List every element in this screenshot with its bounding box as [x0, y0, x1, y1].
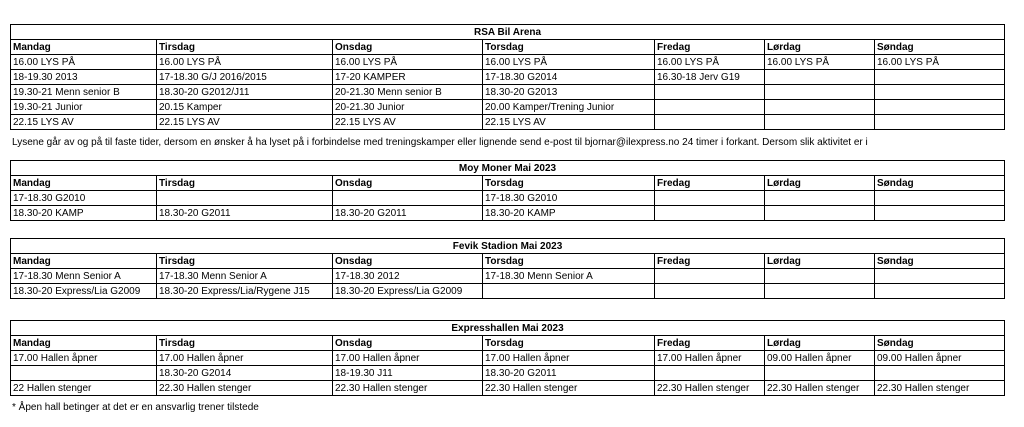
schedule-cell: 18.30-20 G2011	[157, 206, 333, 221]
schedule-cell	[765, 366, 875, 381]
table-row	[11, 284, 1005, 299]
day-header: Søndag	[875, 40, 1005, 55]
lights-note: Lysene går av og på til faste tider, dersom en ønsker å ha lyset på i forbindelse med treningskamper eller lignende send e-post til bjornar@ilexpress.no 24 timer i forkant. Dersom slik aktivitet er i	[12, 137, 868, 148]
open-hall-note: * Åpen hall betinger at det er en ansvarlig trener tilstede	[12, 402, 259, 413]
schedule-cell	[333, 191, 483, 206]
schedule-cell: 18.30-20 Express/Lia/Rygene J15	[157, 284, 333, 299]
schedule-cell	[765, 191, 875, 206]
day-header: Fredag	[655, 336, 765, 351]
schedule-cell: 22.30 Hallen stenger	[875, 381, 1005, 396]
day-header: Mandag	[11, 254, 157, 269]
day-header: Fredag	[655, 40, 765, 55]
schedule-cell: 18.30-20 Express/Lia G2009	[11, 284, 157, 299]
day-header: Tirsdag	[157, 176, 333, 191]
schedule-cell	[765, 115, 875, 130]
schedule-cell: 16.00 LYS PÅ	[655, 55, 765, 70]
schedule-cell: 17-18.30 G2010	[11, 191, 157, 206]
schedule-cell: 17.00 Hallen åpner	[11, 351, 157, 366]
day-header: Fredag	[655, 254, 765, 269]
day-header-row	[11, 40, 1005, 55]
schedule-cell: 20-21.30 Menn senior B	[333, 85, 483, 100]
schedule-cell	[875, 85, 1005, 100]
schedule-cell: 17-18.30 G2010	[483, 191, 655, 206]
schedule-cell	[157, 191, 333, 206]
schedule-cell: 22.15 LYS AV	[157, 115, 333, 130]
schedule-table-expresshallen	[10, 320, 1005, 396]
schedule-cell: 17.00 Hallen åpner	[333, 351, 483, 366]
day-header: Tirsdag	[157, 40, 333, 55]
schedule-cell	[11, 366, 157, 381]
schedule-cell	[765, 70, 875, 85]
day-header: Mandag	[11, 40, 157, 55]
schedule-cell	[655, 85, 765, 100]
table-row	[11, 85, 1005, 100]
schedule-cell	[655, 206, 765, 221]
schedule-cell	[875, 284, 1005, 299]
schedule-cell: 22.30 Hallen stenger	[333, 381, 483, 396]
schedule-cell: 19.30-21 Junior	[11, 100, 157, 115]
schedule-cell	[655, 284, 765, 299]
schedule-cell	[655, 366, 765, 381]
schedule-cell	[875, 191, 1005, 206]
day-header: Søndag	[875, 336, 1005, 351]
schedule-cell: 16.00 LYS PÅ	[483, 55, 655, 70]
table-row	[11, 269, 1005, 284]
day-header-row	[11, 176, 1005, 191]
schedule-cell	[655, 191, 765, 206]
day-header-row	[11, 254, 1005, 269]
day-header: Onsdag	[333, 176, 483, 191]
table-row	[11, 191, 1005, 206]
schedule-cell: 22 Hallen stenger	[11, 381, 157, 396]
schedule-cell: 16.30-18 Jerv G19	[655, 70, 765, 85]
schedule-cell: 18.30-20 G2012/J11	[157, 85, 333, 100]
day-header: Torsdag	[483, 254, 655, 269]
table-row	[11, 351, 1005, 366]
schedule-cell: 17-18.30 Menn Senior A	[483, 269, 655, 284]
day-header-row	[11, 336, 1005, 351]
schedule-cell: 18.30-20 G2011	[483, 366, 655, 381]
schedule-cell: 17.00 Hallen åpner	[157, 351, 333, 366]
table-row	[11, 55, 1005, 70]
schedule-cell: 17-18.30 Menn Senior A	[11, 269, 157, 284]
day-header: Lørdag	[765, 336, 875, 351]
schedule-cell	[875, 206, 1005, 221]
schedule-cell	[765, 269, 875, 284]
table-row	[11, 100, 1005, 115]
schedule-cell	[655, 100, 765, 115]
day-header: Onsdag	[333, 40, 483, 55]
schedule-cell: 18-19.30 J11	[333, 366, 483, 381]
table-row	[11, 70, 1005, 85]
schedule-cell: 18.30-20 G2013	[483, 85, 655, 100]
schedule-cell: 18.30-20 KAMP	[11, 206, 157, 221]
schedule-cell	[765, 85, 875, 100]
schedule-cell: 16.00 LYS PÅ	[765, 55, 875, 70]
schedule-cell: 22.15 LYS AV	[11, 115, 157, 130]
schedule-cell: 22.30 Hallen stenger	[483, 381, 655, 396]
schedule-cell: 16.00 LYS PÅ	[333, 55, 483, 70]
schedule-cell	[875, 115, 1005, 130]
table-row	[11, 206, 1005, 221]
schedule-cell: 22.30 Hallen stenger	[765, 381, 875, 396]
schedule-cell: 09.00 Hallen åpner	[765, 351, 875, 366]
day-header: Torsdag	[483, 176, 655, 191]
schedule-cell	[875, 366, 1005, 381]
day-header: Onsdag	[333, 336, 483, 351]
schedule-cell: 18.30-20 KAMP	[483, 206, 655, 221]
schedule-cell: 09.00 Hallen åpner	[875, 351, 1005, 366]
schedule-cell: 18-19.30 2013	[11, 70, 157, 85]
day-header: Søndag	[875, 176, 1005, 191]
schedule-cell: 20-21.30 Junior	[333, 100, 483, 115]
schedule-cell	[875, 100, 1005, 115]
schedule-cell: 22.30 Hallen stenger	[655, 381, 765, 396]
title-row	[11, 239, 1005, 254]
day-header: Tirsdag	[157, 336, 333, 351]
day-header: Tirsdag	[157, 254, 333, 269]
schedule-cell	[483, 284, 655, 299]
table-row	[11, 381, 1005, 396]
schedule-cell	[655, 269, 765, 284]
schedule-cell: 16.00 LYS PÅ	[11, 55, 157, 70]
table-row	[11, 366, 1005, 381]
schedule-cell: 16.00 LYS PÅ	[875, 55, 1005, 70]
schedule-cell: 18.30-20 G2014	[157, 366, 333, 381]
day-header: Lørdag	[765, 254, 875, 269]
schedule-cell	[655, 115, 765, 130]
schedule-cell: 20.15 Kamper	[157, 100, 333, 115]
schedule-cell: 20.00 Kamper/Trening Junior	[483, 100, 655, 115]
schedule-cell	[765, 100, 875, 115]
day-header: Torsdag	[483, 40, 655, 55]
title-row	[11, 321, 1005, 336]
schedule-cell	[875, 70, 1005, 85]
schedule-cell: 17.00 Hallen åpner	[655, 351, 765, 366]
table-title: RSA Bil Arena	[11, 25, 1005, 40]
schedule-cell	[765, 284, 875, 299]
schedule-cell: 18.30-20 G2011	[333, 206, 483, 221]
schedule-cell: 17-18.30 2012	[333, 269, 483, 284]
schedule-table-moy-moner	[10, 160, 1005, 221]
title-row	[11, 161, 1005, 176]
schedule-cell: 17.00 Hallen åpner	[483, 351, 655, 366]
table-title: Expresshallen Mai 2023	[11, 321, 1005, 336]
schedule-cell	[875, 269, 1005, 284]
day-header: Onsdag	[333, 254, 483, 269]
day-header: Lørdag	[765, 40, 875, 55]
day-header: Mandag	[11, 336, 157, 351]
schedule-cell: 17-18.30 G/J 2016/2015	[157, 70, 333, 85]
day-header: Fredag	[655, 176, 765, 191]
title-row	[11, 25, 1005, 40]
day-header: Mandag	[11, 176, 157, 191]
schedule-cell: 22.15 LYS AV	[483, 115, 655, 130]
schedule-cell: 19.30-21 Menn senior B	[11, 85, 157, 100]
schedule-table-rsa-bil-arena	[10, 24, 1005, 130]
schedule-cell: 22.30 Hallen stenger	[157, 381, 333, 396]
schedule-cell: 16.00 LYS PÅ	[157, 55, 333, 70]
table-title: Moy Moner Mai 2023	[11, 161, 1005, 176]
schedule-cell: 22.15 LYS AV	[333, 115, 483, 130]
table-row	[11, 115, 1005, 130]
schedule-cell	[765, 206, 875, 221]
day-header: Torsdag	[483, 336, 655, 351]
table-title: Fevik Stadion Mai 2023	[11, 239, 1005, 254]
schedule-table-fevik-stadion	[10, 238, 1005, 299]
schedule-cell: 18.30-20 Express/Lia G2009	[333, 284, 483, 299]
schedule-cell: 17-18.30 Menn Senior A	[157, 269, 333, 284]
day-header: Søndag	[875, 254, 1005, 269]
day-header: Lørdag	[765, 176, 875, 191]
schedule-cell: 17-18.30 G2014	[483, 70, 655, 85]
schedule-cell: 17-20 KAMPER	[333, 70, 483, 85]
